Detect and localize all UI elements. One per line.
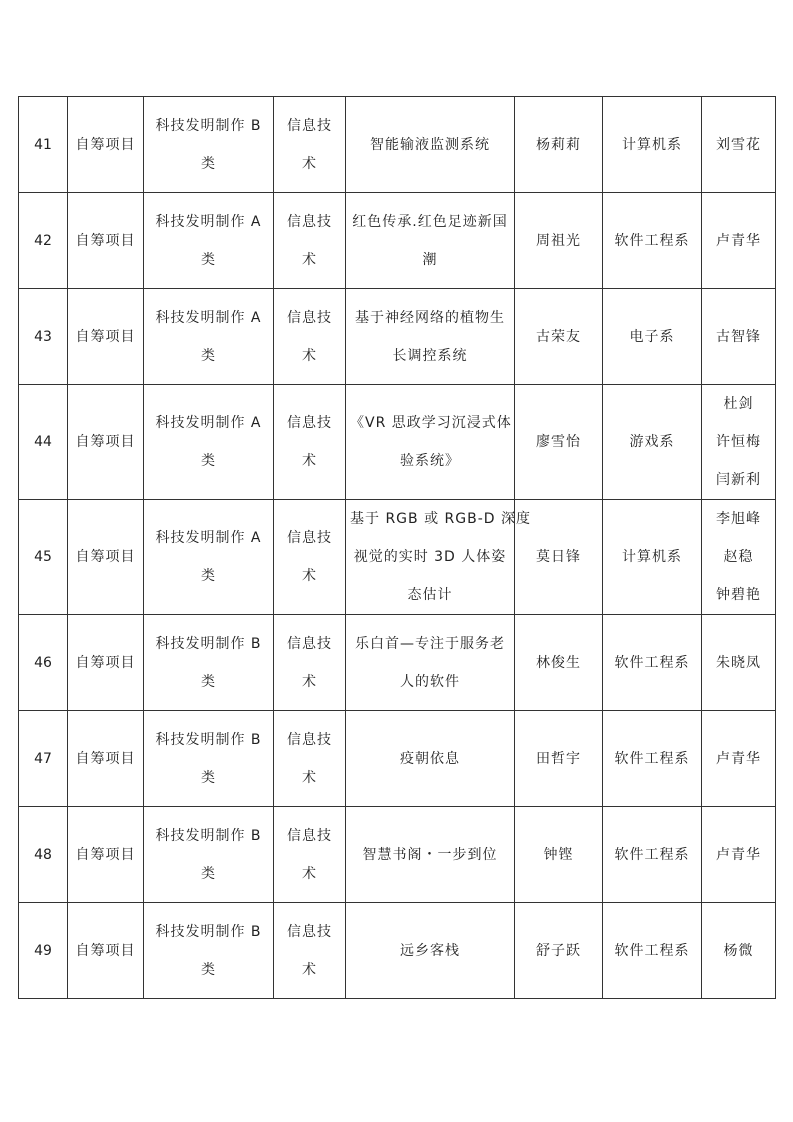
row-number-cell-text: 44 bbox=[34, 434, 52, 450]
title-cell bbox=[346, 289, 515, 385]
row-number-cell bbox=[19, 711, 68, 807]
field-cell-text: 术 bbox=[302, 673, 317, 690]
category-cell-text: 科技发明制作 B bbox=[155, 923, 262, 940]
field-cell bbox=[274, 97, 346, 193]
category-cell-text: 科技发明制作 B bbox=[155, 117, 262, 134]
row-number-cell bbox=[19, 385, 68, 500]
category-cell-text: 类 bbox=[201, 961, 216, 978]
category-cell-text: 科技发明制作 B bbox=[155, 827, 262, 844]
department-cell bbox=[603, 385, 702, 500]
field-cell-text: 信息技 bbox=[287, 731, 332, 748]
advisor-cell-text: 卢青华 bbox=[716, 846, 761, 863]
student-cell bbox=[515, 615, 603, 711]
student-cell-text: 廖雪怡 bbox=[536, 434, 581, 450]
table-row bbox=[19, 289, 776, 385]
department-cell bbox=[603, 711, 702, 807]
title-cell-text: 视觉的实时 3D 人体姿 bbox=[353, 549, 507, 565]
row-number-cell bbox=[19, 903, 68, 999]
advisor-cell-text: 杜剑 bbox=[723, 396, 754, 412]
department-cell bbox=[603, 97, 702, 193]
field-cell-text: 信息技 bbox=[287, 635, 332, 652]
source-cell bbox=[68, 500, 144, 615]
title-cell-text: 基于神经网络的植物生 bbox=[355, 309, 505, 326]
student-cell bbox=[515, 289, 603, 385]
category-cell-text: 科技发明制作 A bbox=[155, 213, 262, 230]
student-cell bbox=[515, 807, 603, 903]
student-cell-text: 钟铿 bbox=[543, 846, 574, 863]
source-cell bbox=[68, 615, 144, 711]
student-cell bbox=[515, 193, 603, 289]
department-cell-text: 软件工程系 bbox=[614, 232, 690, 249]
table-row bbox=[19, 903, 776, 999]
row-number-cell bbox=[19, 289, 68, 385]
field-cell-text: 信息技 bbox=[287, 117, 332, 134]
row-number-cell-text: 43 bbox=[34, 328, 52, 345]
title-cell-text: 远乡客栈 bbox=[400, 942, 460, 959]
row-number-cell bbox=[19, 807, 68, 903]
source-cell-text: 自筹项目 bbox=[75, 750, 136, 767]
table-row bbox=[19, 500, 776, 615]
department-cell bbox=[603, 615, 702, 711]
student-cell-text: 林俊生 bbox=[536, 654, 581, 671]
category-cell bbox=[144, 193, 274, 289]
row-number-cell-text: 48 bbox=[34, 846, 52, 863]
title-cell-text: 潮 bbox=[422, 251, 438, 268]
advisor-cell-text: 李旭峰 bbox=[716, 511, 761, 527]
student-cell-text: 古荣友 bbox=[536, 328, 581, 345]
category-cell bbox=[144, 289, 274, 385]
field-cell-text: 术 bbox=[302, 769, 317, 786]
category-cell-text: 类 bbox=[201, 865, 216, 882]
title-cell-text: 态估计 bbox=[407, 587, 453, 603]
advisor-cell-text: 杨微 bbox=[723, 942, 754, 959]
category-cell bbox=[144, 711, 274, 807]
department-cell bbox=[603, 193, 702, 289]
source-cell bbox=[68, 385, 144, 500]
student-cell-text: 舒子跃 bbox=[536, 942, 581, 959]
table-row bbox=[19, 97, 776, 193]
source-cell-text: 自筹项目 bbox=[75, 846, 136, 863]
advisor-cell bbox=[702, 903, 776, 999]
department-cell-text: 计算机系 bbox=[622, 136, 682, 153]
title-cell bbox=[346, 615, 515, 711]
table-row bbox=[19, 615, 776, 711]
field-cell bbox=[274, 615, 346, 711]
row-number-cell-text: 46 bbox=[34, 654, 52, 671]
advisor-cell-text: 赵稳 bbox=[723, 549, 754, 565]
advisor-cell-text: 卢青华 bbox=[716, 750, 761, 767]
source-cell-text: 自筹项目 bbox=[75, 654, 136, 671]
advisor-cell bbox=[702, 385, 776, 500]
category-cell-text: 科技发明制作 A bbox=[155, 415, 262, 431]
table-row bbox=[19, 711, 776, 807]
category-cell-text: 类 bbox=[201, 568, 216, 584]
department-cell-text: 计算机系 bbox=[622, 549, 682, 565]
source-cell-text: 自筹项目 bbox=[75, 549, 136, 565]
field-cell-text: 术 bbox=[302, 251, 317, 268]
title-cell bbox=[346, 500, 531, 615]
department-cell bbox=[603, 500, 702, 615]
department-cell-text: 游戏系 bbox=[629, 434, 675, 450]
source-cell-text: 自筹项目 bbox=[75, 328, 136, 345]
advisor-cell-text: 闫新利 bbox=[716, 472, 761, 488]
table-row bbox=[19, 807, 776, 903]
title-cell-text: 疫朝依息 bbox=[400, 750, 460, 767]
title-cell bbox=[346, 97, 515, 193]
category-cell-text: 科技发明制作 B bbox=[155, 635, 262, 652]
advisor-cell bbox=[702, 500, 776, 615]
row-number-cell-text: 42 bbox=[34, 232, 52, 249]
field-cell bbox=[274, 193, 346, 289]
field-cell bbox=[274, 500, 346, 615]
title-cell-text: 智能输液监测系统 bbox=[370, 136, 490, 153]
advisor-cell bbox=[702, 807, 776, 903]
category-cell-text: 科技发明制作 A bbox=[155, 530, 262, 546]
field-cell-text: 信息技 bbox=[287, 530, 332, 546]
title-cell bbox=[346, 903, 515, 999]
row-number-cell-text: 49 bbox=[34, 942, 52, 959]
title-cell-text: 智慧书阁・一步到位 bbox=[362, 846, 498, 863]
title-cell-text: 长调控系统 bbox=[392, 347, 468, 364]
advisor-cell-text: 卢青华 bbox=[716, 232, 761, 249]
source-cell-text: 自筹项目 bbox=[75, 942, 136, 959]
category-cell bbox=[144, 500, 274, 615]
field-cell-text: 信息技 bbox=[287, 923, 332, 940]
title-cell-text: 基于 RGB 或 RGB-D 深度 bbox=[350, 511, 531, 527]
title-cell-text: 验系统》 bbox=[400, 453, 460, 469]
table-row bbox=[19, 385, 776, 500]
advisor-cell bbox=[702, 193, 776, 289]
department-cell-text: 软件工程系 bbox=[614, 846, 690, 863]
advisor-cell bbox=[702, 289, 776, 385]
category-cell bbox=[144, 97, 274, 193]
field-cell-text: 信息技 bbox=[287, 415, 332, 431]
title-cell bbox=[346, 193, 515, 289]
source-cell-text: 自筹项目 bbox=[75, 136, 136, 153]
student-cell-text: 周祖光 bbox=[536, 232, 581, 249]
category-cell bbox=[144, 903, 274, 999]
table-body bbox=[19, 97, 776, 999]
field-cell bbox=[274, 903, 346, 999]
student-cell bbox=[515, 903, 603, 999]
row-number-cell-text: 47 bbox=[34, 750, 52, 767]
field-cell bbox=[274, 289, 346, 385]
advisor-cell-text: 朱晓凤 bbox=[716, 654, 761, 671]
field-cell-text: 术 bbox=[302, 155, 317, 172]
field-cell bbox=[274, 711, 346, 807]
source-cell bbox=[68, 903, 144, 999]
source-cell bbox=[68, 711, 144, 807]
category-cell-text: 类 bbox=[201, 347, 216, 364]
field-cell bbox=[274, 807, 346, 903]
source-cell bbox=[68, 193, 144, 289]
title-cell-text: 乐白首—专注于服务老 bbox=[355, 635, 505, 652]
category-cell-text: 类 bbox=[201, 251, 216, 268]
project-table bbox=[18, 96, 776, 999]
source-cell bbox=[68, 807, 144, 903]
table-row bbox=[19, 193, 776, 289]
field-cell-text: 信息技 bbox=[287, 213, 332, 230]
category-cell-text: 类 bbox=[201, 155, 216, 172]
source-cell bbox=[68, 97, 144, 193]
department-cell-text: 电子系 bbox=[629, 328, 675, 345]
student-cell bbox=[515, 97, 603, 193]
title-cell bbox=[346, 807, 515, 903]
row-number-cell bbox=[19, 500, 68, 615]
field-cell bbox=[274, 385, 346, 500]
field-cell-text: 术 bbox=[302, 347, 317, 364]
category-cell bbox=[144, 385, 274, 500]
advisor-cell-text: 钟碧艳 bbox=[716, 587, 761, 603]
source-cell-text: 自筹项目 bbox=[75, 232, 136, 249]
field-cell-text: 术 bbox=[302, 453, 317, 469]
category-cell-text: 类 bbox=[201, 453, 216, 469]
advisor-cell bbox=[702, 615, 776, 711]
advisor-cell-text: 刘雪花 bbox=[716, 136, 761, 153]
advisor-cell bbox=[702, 97, 776, 193]
department-cell-text: 软件工程系 bbox=[614, 654, 690, 671]
category-cell bbox=[144, 807, 274, 903]
field-cell-text: 术 bbox=[302, 568, 317, 584]
source-cell bbox=[68, 289, 144, 385]
row-number-cell bbox=[19, 193, 68, 289]
student-cell-text: 莫日锋 bbox=[536, 549, 581, 565]
title-cell-text: 红色传承.红色足迹新国 bbox=[352, 213, 508, 230]
title-cell-text: 《VR 思政学习沉浸式体 bbox=[350, 415, 512, 431]
department-cell-text: 软件工程系 bbox=[614, 750, 690, 767]
advisor-cell-text: 古智锋 bbox=[716, 328, 761, 345]
category-cell-text: 科技发明制作 B bbox=[155, 731, 262, 748]
field-cell-text: 信息技 bbox=[287, 827, 332, 844]
student-cell bbox=[515, 385, 603, 500]
row-number-cell-text: 41 bbox=[34, 136, 52, 153]
title-cell bbox=[346, 385, 515, 500]
department-cell-text: 软件工程系 bbox=[614, 942, 690, 959]
source-cell-text: 自筹项目 bbox=[75, 434, 136, 450]
title-cell-text: 人的软件 bbox=[400, 673, 460, 690]
category-cell-text: 类 bbox=[201, 673, 216, 690]
category-cell-text: 类 bbox=[201, 769, 216, 786]
student-cell-text: 田哲宇 bbox=[536, 750, 581, 767]
row-number-cell bbox=[19, 97, 68, 193]
category-cell bbox=[144, 615, 274, 711]
category-cell-text: 科技发明制作 A bbox=[155, 309, 262, 326]
advisor-cell-text: 许恒梅 bbox=[716, 434, 761, 450]
row-number-cell-text: 45 bbox=[34, 549, 52, 565]
field-cell-text: 信息技 bbox=[287, 309, 332, 326]
advisor-cell bbox=[702, 711, 776, 807]
student-cell-text: 杨莉莉 bbox=[536, 136, 581, 153]
student-cell bbox=[515, 711, 603, 807]
title-cell bbox=[346, 711, 515, 807]
field-cell-text: 术 bbox=[302, 865, 317, 882]
department-cell bbox=[603, 903, 702, 999]
department-cell bbox=[603, 807, 702, 903]
field-cell-text: 术 bbox=[302, 961, 317, 978]
department-cell bbox=[603, 289, 702, 385]
row-number-cell bbox=[19, 615, 68, 711]
